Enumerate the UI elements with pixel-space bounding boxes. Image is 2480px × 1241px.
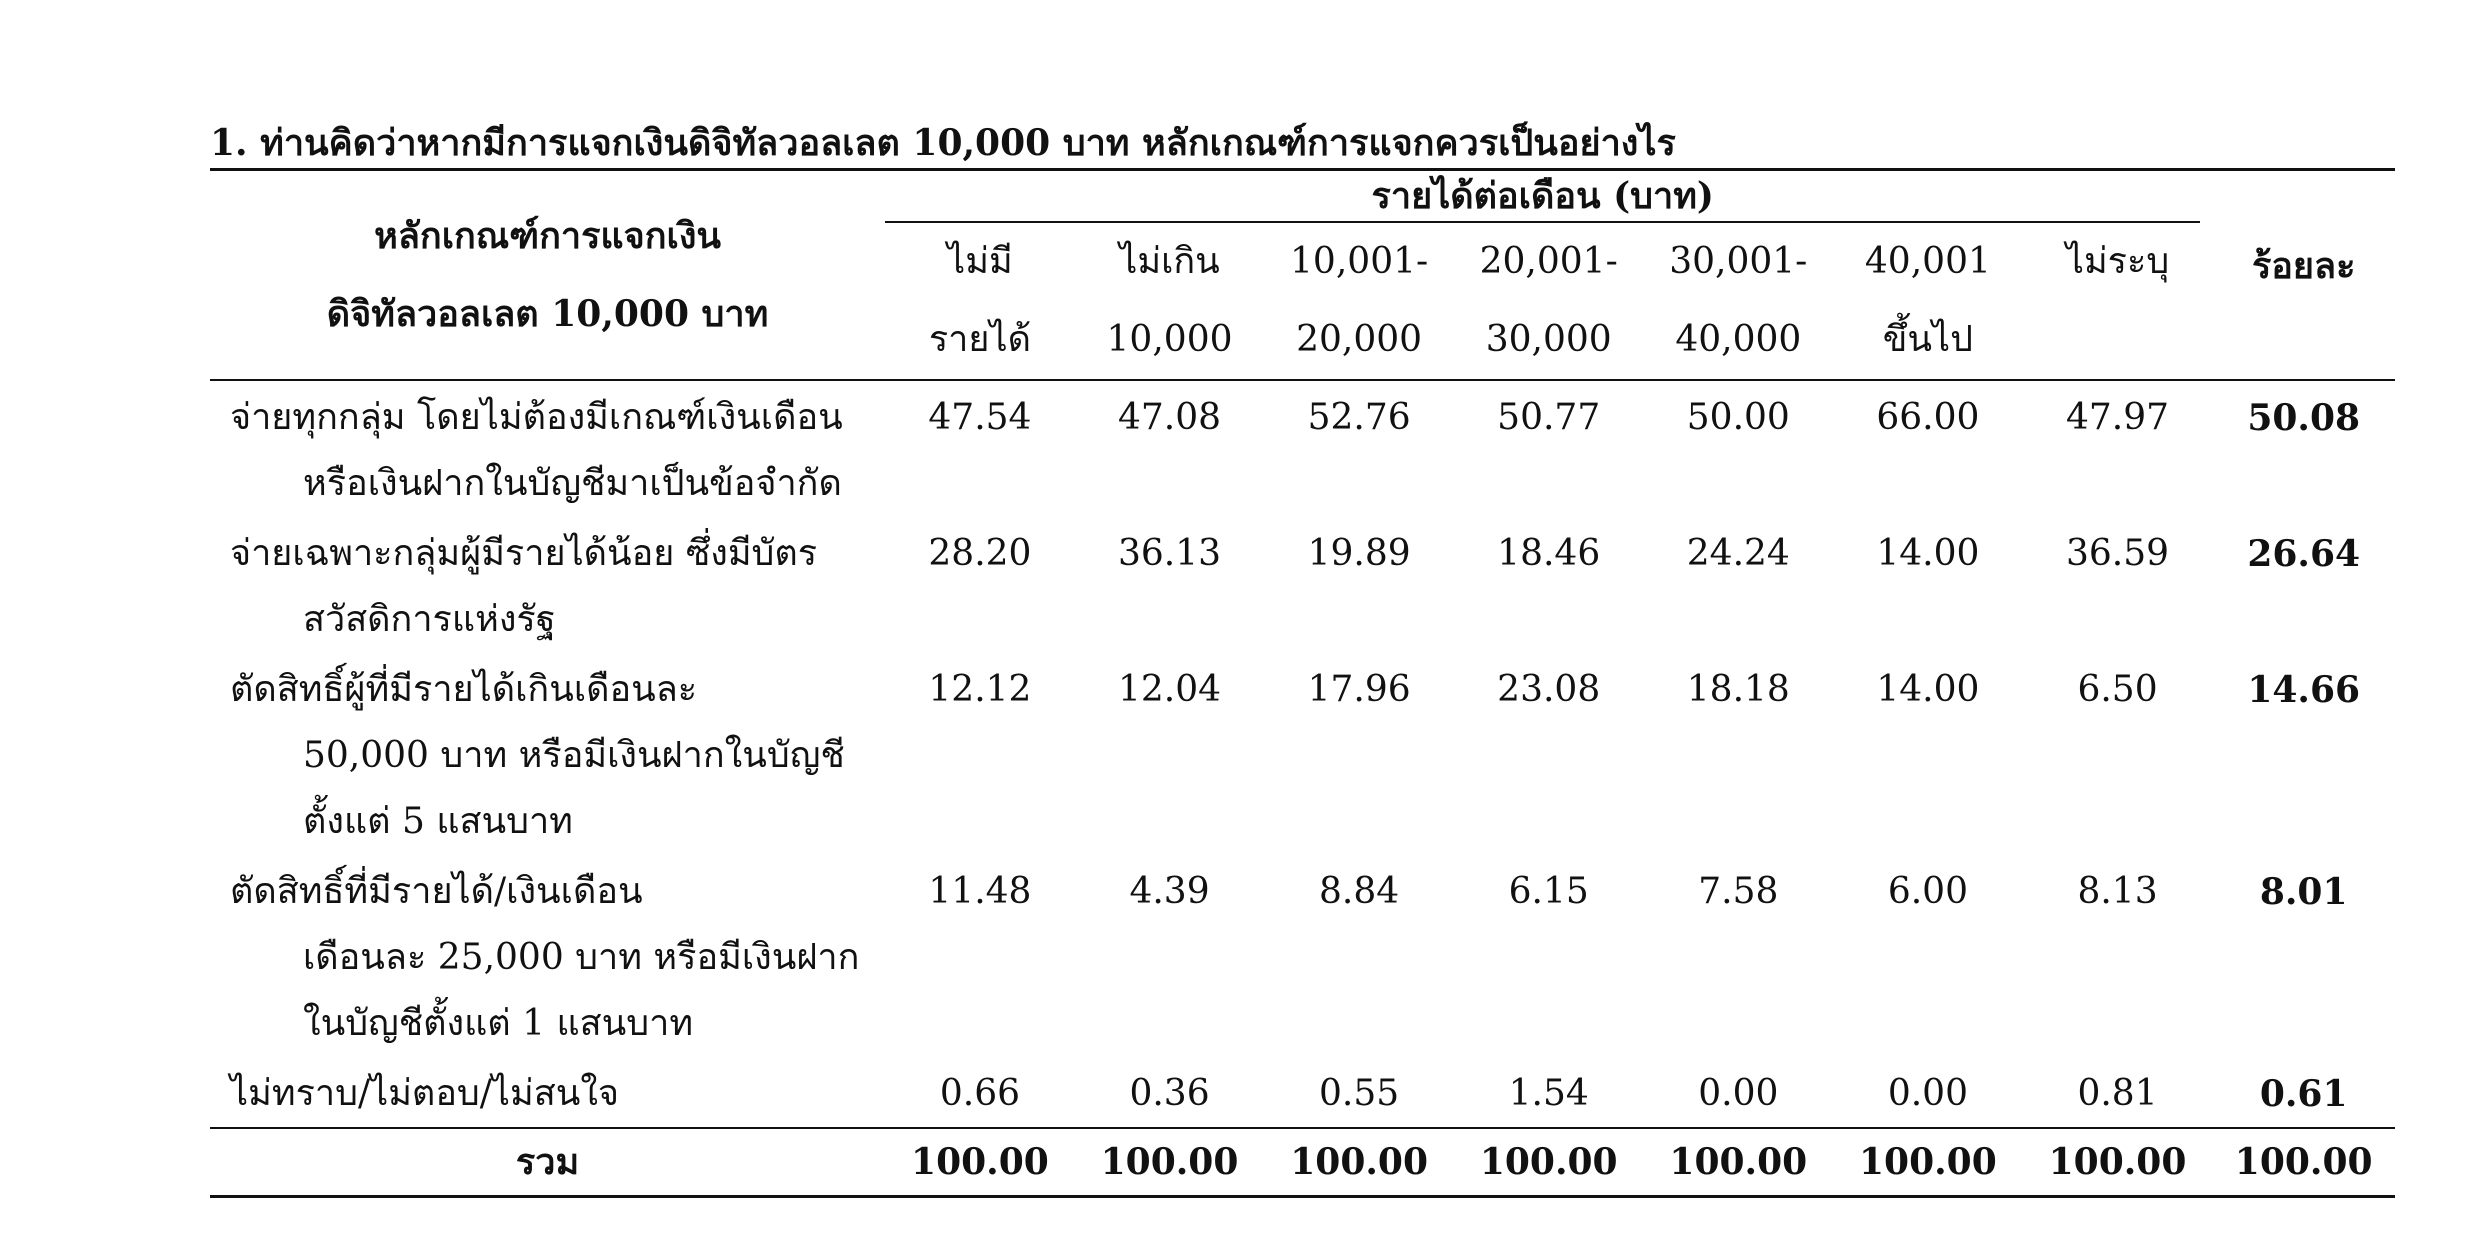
criteria-header-line2: ดิจิทัลวอลเลต 10,000 บาท: [326, 293, 769, 335]
criteria-cell: [210, 653, 885, 855]
value-cell: 0.81: [2077, 1073, 2158, 1114]
criteria-line: เดือนละ 25,000 บาท หรือมีเงินฝาก: [303, 937, 860, 978]
table-body: [210, 380, 2395, 1128]
value-cell: 4.39: [1129, 871, 1210, 912]
total-value-cell: 100.00: [885, 1128, 1075, 1197]
income-group-header: [885, 170, 2212, 224]
value-cell: 7.58: [1698, 871, 1779, 912]
income-column-header-line1: ไม่ระบุ: [2065, 241, 2170, 282]
total-value-cell: 100.00: [2023, 1128, 2213, 1197]
value-cell: 11.48: [928, 871, 1032, 912]
table-row: [210, 1057, 2395, 1128]
income-column-header: [1454, 223, 1644, 380]
value-cell: 36.59: [2065, 533, 2170, 574]
criteria-cell: [210, 517, 885, 653]
value-cell: 50.00: [1686, 397, 1790, 438]
income-group-label: รายได้ต่อเดือน (บาท): [885, 171, 2200, 223]
criteria-line: หรือเงินฝากในบัญชีมาเป็นข้อจำกัด: [303, 463, 842, 504]
table-title: 1. ท่านคิดว่าหากมีการแจกเงินดิจิทัลวอลเลต 10,000 บาท หลักเกณฑ์การแจกควรเป็นอย่างไร: [210, 122, 1676, 164]
income-column-header-line1: 40,001: [1864, 241, 1991, 282]
percent-cell: 14.66: [2247, 669, 2361, 711]
value-cell: 52.76: [1307, 397, 1411, 438]
criteria-line: สวัสดิการแห่งรัฐ: [303, 599, 556, 640]
value-cell: 47.97: [2065, 397, 2170, 438]
criteria-header: [210, 170, 885, 381]
criteria-line: ตัดสิทธิ์ผู้ที่มีรายได้เกินเดือนละ: [230, 669, 698, 710]
value-cell: 1.54: [1508, 1073, 1589, 1114]
income-column-header-line1: ไม่เกิน: [1119, 241, 1220, 282]
value-cell: 0.00: [1698, 1073, 1779, 1114]
criteria-header-line1: หลักเกณฑ์การแจกเงิน: [374, 215, 722, 257]
income-column-header: [1264, 223, 1454, 380]
total-label: รวม: [210, 1128, 885, 1197]
percent-header: ร้อยละ: [2212, 170, 2395, 381]
value-cell: 24.24: [1686, 533, 1790, 574]
value-cell: 66.00: [1876, 397, 1980, 438]
income-column-header-line1: ไม่มี: [947, 241, 1013, 282]
income-column-header-line2: 30,000: [1485, 319, 1612, 360]
value-cell: 6.00: [1887, 871, 1968, 912]
total-value-cell: 100.00: [1833, 1128, 2023, 1197]
income-column-header-line2: 40,000: [1675, 319, 1802, 360]
document: [210, 118, 2395, 1198]
value-cell: 23.08: [1497, 669, 1601, 710]
value-cell: 18.18: [1686, 669, 1790, 710]
income-column-header-line2: ขึ้นไป: [1882, 319, 1973, 360]
total-value-cell: 100.00: [1644, 1128, 1834, 1197]
income-column-header: [2023, 223, 2213, 380]
value-cell: 47.54: [928, 397, 1032, 438]
percent-cell: 50.08: [2247, 397, 2361, 439]
income-column-header: [885, 223, 1075, 380]
income-column-header-line2: [2023, 301, 2213, 379]
income-column-header-line1: 10,001-: [1290, 241, 1429, 282]
value-cell: 12.12: [928, 669, 1032, 710]
value-cell: 0.36: [1129, 1073, 1210, 1114]
value-cell: 14.00: [1876, 669, 1980, 710]
value-cell: 14.00: [1876, 533, 1980, 574]
income-column-header: [1833, 223, 2023, 380]
value-cell: 19.89: [1307, 533, 1411, 574]
value-cell: 28.20: [928, 533, 1032, 574]
income-column-header-line1: 30,001-: [1669, 241, 1808, 282]
criteria-line: จ่ายทุกกลุ่ม โดยไม่ต้องมีเกณฑ์เงินเดือน: [230, 397, 843, 438]
criteria-line: ในบัญชีตั้งแต่ 1 แสนบาท: [303, 1003, 694, 1044]
value-cell: 12.04: [1117, 669, 1222, 710]
percent-cell: 26.64: [2247, 533, 2361, 575]
table-row: [210, 653, 2395, 855]
value-cell: 47.08: [1117, 397, 1222, 438]
table-row: [210, 517, 2395, 653]
percent-cell: 0.61: [2259, 1073, 2348, 1115]
criteria-line: จ่ายเฉพาะกลุ่มผู้มีรายได้น้อย ซึ่งมีบัตร: [230, 533, 818, 574]
criteria-line: ไม่ทราบ/ไม่ตอบ/ไม่สนใจ: [230, 1073, 620, 1114]
value-cell: 36.13: [1117, 533, 1222, 574]
value-cell: 18.46: [1497, 533, 1601, 574]
table-row: [210, 380, 2395, 517]
value-cell: 0.55: [1319, 1073, 1400, 1114]
value-cell: 6.15: [1508, 871, 1589, 912]
income-column-header-line1: 20,001-: [1479, 241, 1618, 282]
table-row: [210, 855, 2395, 1057]
value-cell: 8.13: [2077, 871, 2158, 912]
income-column-header-line2: 10,000: [1106, 319, 1233, 360]
criteria-cell: [210, 1057, 885, 1128]
value-cell: 0.00: [1887, 1073, 1968, 1114]
value-cell: 6.50: [2077, 669, 2158, 710]
income-column-header-line2: รายได้: [928, 319, 1031, 360]
percent-cell: 8.01: [2259, 871, 2348, 913]
value-cell: 8.84: [1319, 871, 1400, 912]
total-percent-cell: 100.00: [2212, 1128, 2395, 1197]
total-value-cell: 100.00: [1264, 1128, 1454, 1197]
total-value-cell: 100.00: [1075, 1128, 1265, 1197]
total-row: [210, 1128, 2395, 1197]
income-column-header-line2: 20,000: [1296, 319, 1423, 360]
criteria-cell: [210, 380, 885, 517]
criteria-cell: [210, 855, 885, 1057]
value-cell: 50.77: [1497, 397, 1601, 438]
value-cell: 0.66: [939, 1073, 1020, 1114]
criteria-line: 50,000 บาท หรือมีเงินฝากในบัญชี: [303, 735, 845, 776]
total-value-cell: 100.00: [1454, 1128, 1644, 1197]
income-column-header: [1644, 223, 1834, 380]
criteria-line: ตัดสิทธิ์ที่มีรายได้/เงินเดือน: [230, 871, 643, 912]
income-criteria-table: [210, 168, 2395, 1198]
income-column-header: [1075, 223, 1265, 380]
value-cell: 17.96: [1307, 669, 1411, 710]
criteria-line: ตั้งแต่ 5 แสนบาท: [303, 801, 573, 842]
